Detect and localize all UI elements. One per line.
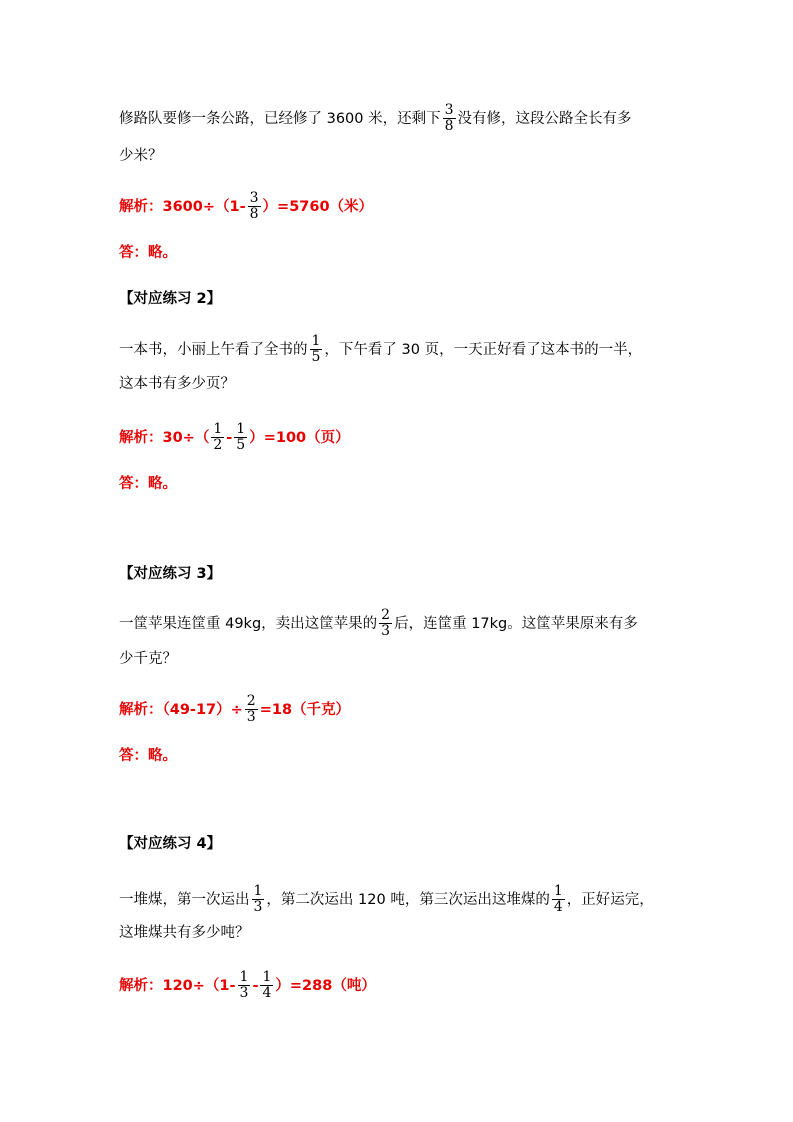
numerator: 1: [213, 421, 223, 437]
fraction: [260, 970, 273, 1001]
question-text: 少米？: [119, 148, 163, 164]
denominator: 3: [253, 899, 263, 915]
denominator: 8: [249, 206, 259, 222]
denominator: 4: [262, 985, 272, 1001]
denominator: 2: [213, 437, 223, 453]
problem-4-question-line2: [119, 922, 250, 944]
problem-3-heading: 【对应练习 3】: [119, 566, 222, 582]
fraction: [211, 422, 224, 453]
minus-sign: -: [252, 977, 259, 994]
problem-3-question-line2: [119, 648, 177, 670]
numerator: 1: [239, 969, 249, 985]
question-text: 后，连筐重 17kg。这筐苹果原来有多: [394, 615, 638, 632]
fraction: [252, 884, 265, 915]
fraction: [310, 334, 323, 365]
question-text: 一本书，小丽上午看了全书的: [119, 341, 308, 358]
solution-text: ）=100（页）: [249, 429, 350, 446]
problem-3-solution: [119, 694, 350, 725]
question-text: ，下午看了 30 页，一天正好看了这本书的一半，: [324, 341, 643, 358]
question-text: 这本书有多少页？: [119, 376, 235, 392]
denominator: 5: [236, 437, 246, 453]
solution-text: =18（千克）: [259, 701, 351, 718]
problem-2-heading: 【对应练习 2】: [119, 291, 222, 307]
denominator: 3: [246, 709, 256, 725]
numerator: 1: [311, 333, 321, 349]
solution-text: ）=288（吨）: [275, 977, 376, 994]
problem-1-solution: [119, 191, 373, 222]
numerator: 1: [553, 883, 563, 899]
problem-4-solution: [119, 970, 376, 1001]
fraction: [248, 191, 261, 222]
question-text: 这堆煤共有多少吨？: [119, 925, 250, 941]
question-text: 一筐苹果连筐重 49kg，卖出这筐苹果的: [119, 615, 378, 632]
denominator: 3: [381, 623, 391, 639]
question-text: 修路队要修一条公路，已经修了 3600 米，还剩下: [119, 110, 441, 127]
numerator: 3: [249, 190, 259, 206]
denominator: 8: [444, 118, 454, 134]
problem-4-question: [119, 884, 654, 915]
problem-2-answer: 答：略。: [119, 476, 177, 492]
fraction: [443, 103, 456, 134]
question-text: 少千克？: [119, 651, 177, 667]
numerator: 2: [246, 693, 256, 709]
problem-3-question: [119, 608, 638, 639]
problem-2-question: [119, 334, 642, 365]
problem-1-question-line2: [119, 145, 163, 167]
denominator: 3: [239, 985, 249, 1001]
problem-4-heading: 【对应练习 4】: [119, 836, 222, 852]
solution-text: 解析：30÷（: [119, 429, 210, 446]
problem-1-question: [119, 103, 632, 134]
fraction: [238, 970, 251, 1001]
numerator: 1: [236, 421, 246, 437]
question-text: 一堆煤，第一次运出: [119, 891, 250, 908]
solution-text: ）=5760（米）: [262, 198, 374, 215]
problem-2-question-line2: [119, 373, 235, 395]
fraction: [552, 884, 565, 915]
fraction: [379, 608, 392, 639]
fraction: [245, 694, 258, 725]
problem-2-solution: [119, 422, 350, 453]
problem-1-answer: 答：略。: [119, 245, 177, 261]
denominator: 5: [311, 349, 321, 365]
solution-text: 解析：120÷（1-: [119, 977, 236, 994]
minus-sign: -: [226, 429, 233, 446]
question-text: ，第二次运出 120 吨，第三次运出这堆煤的: [266, 891, 550, 908]
fraction: [234, 422, 247, 453]
numerator: 3: [444, 102, 454, 118]
solution-text: 解析：3600÷（1-: [119, 198, 246, 215]
question-text: 没有修，这段公路全长有多: [457, 110, 632, 127]
numerator: 2: [381, 607, 391, 623]
numerator: 1: [253, 883, 263, 899]
problem-3-answer: 答：略。: [119, 748, 177, 764]
question-text: ，正好运完，: [566, 891, 654, 908]
denominator: 4: [553, 899, 563, 915]
numerator: 1: [262, 969, 272, 985]
solution-text: 解析：（49-17）÷: [119, 701, 243, 718]
